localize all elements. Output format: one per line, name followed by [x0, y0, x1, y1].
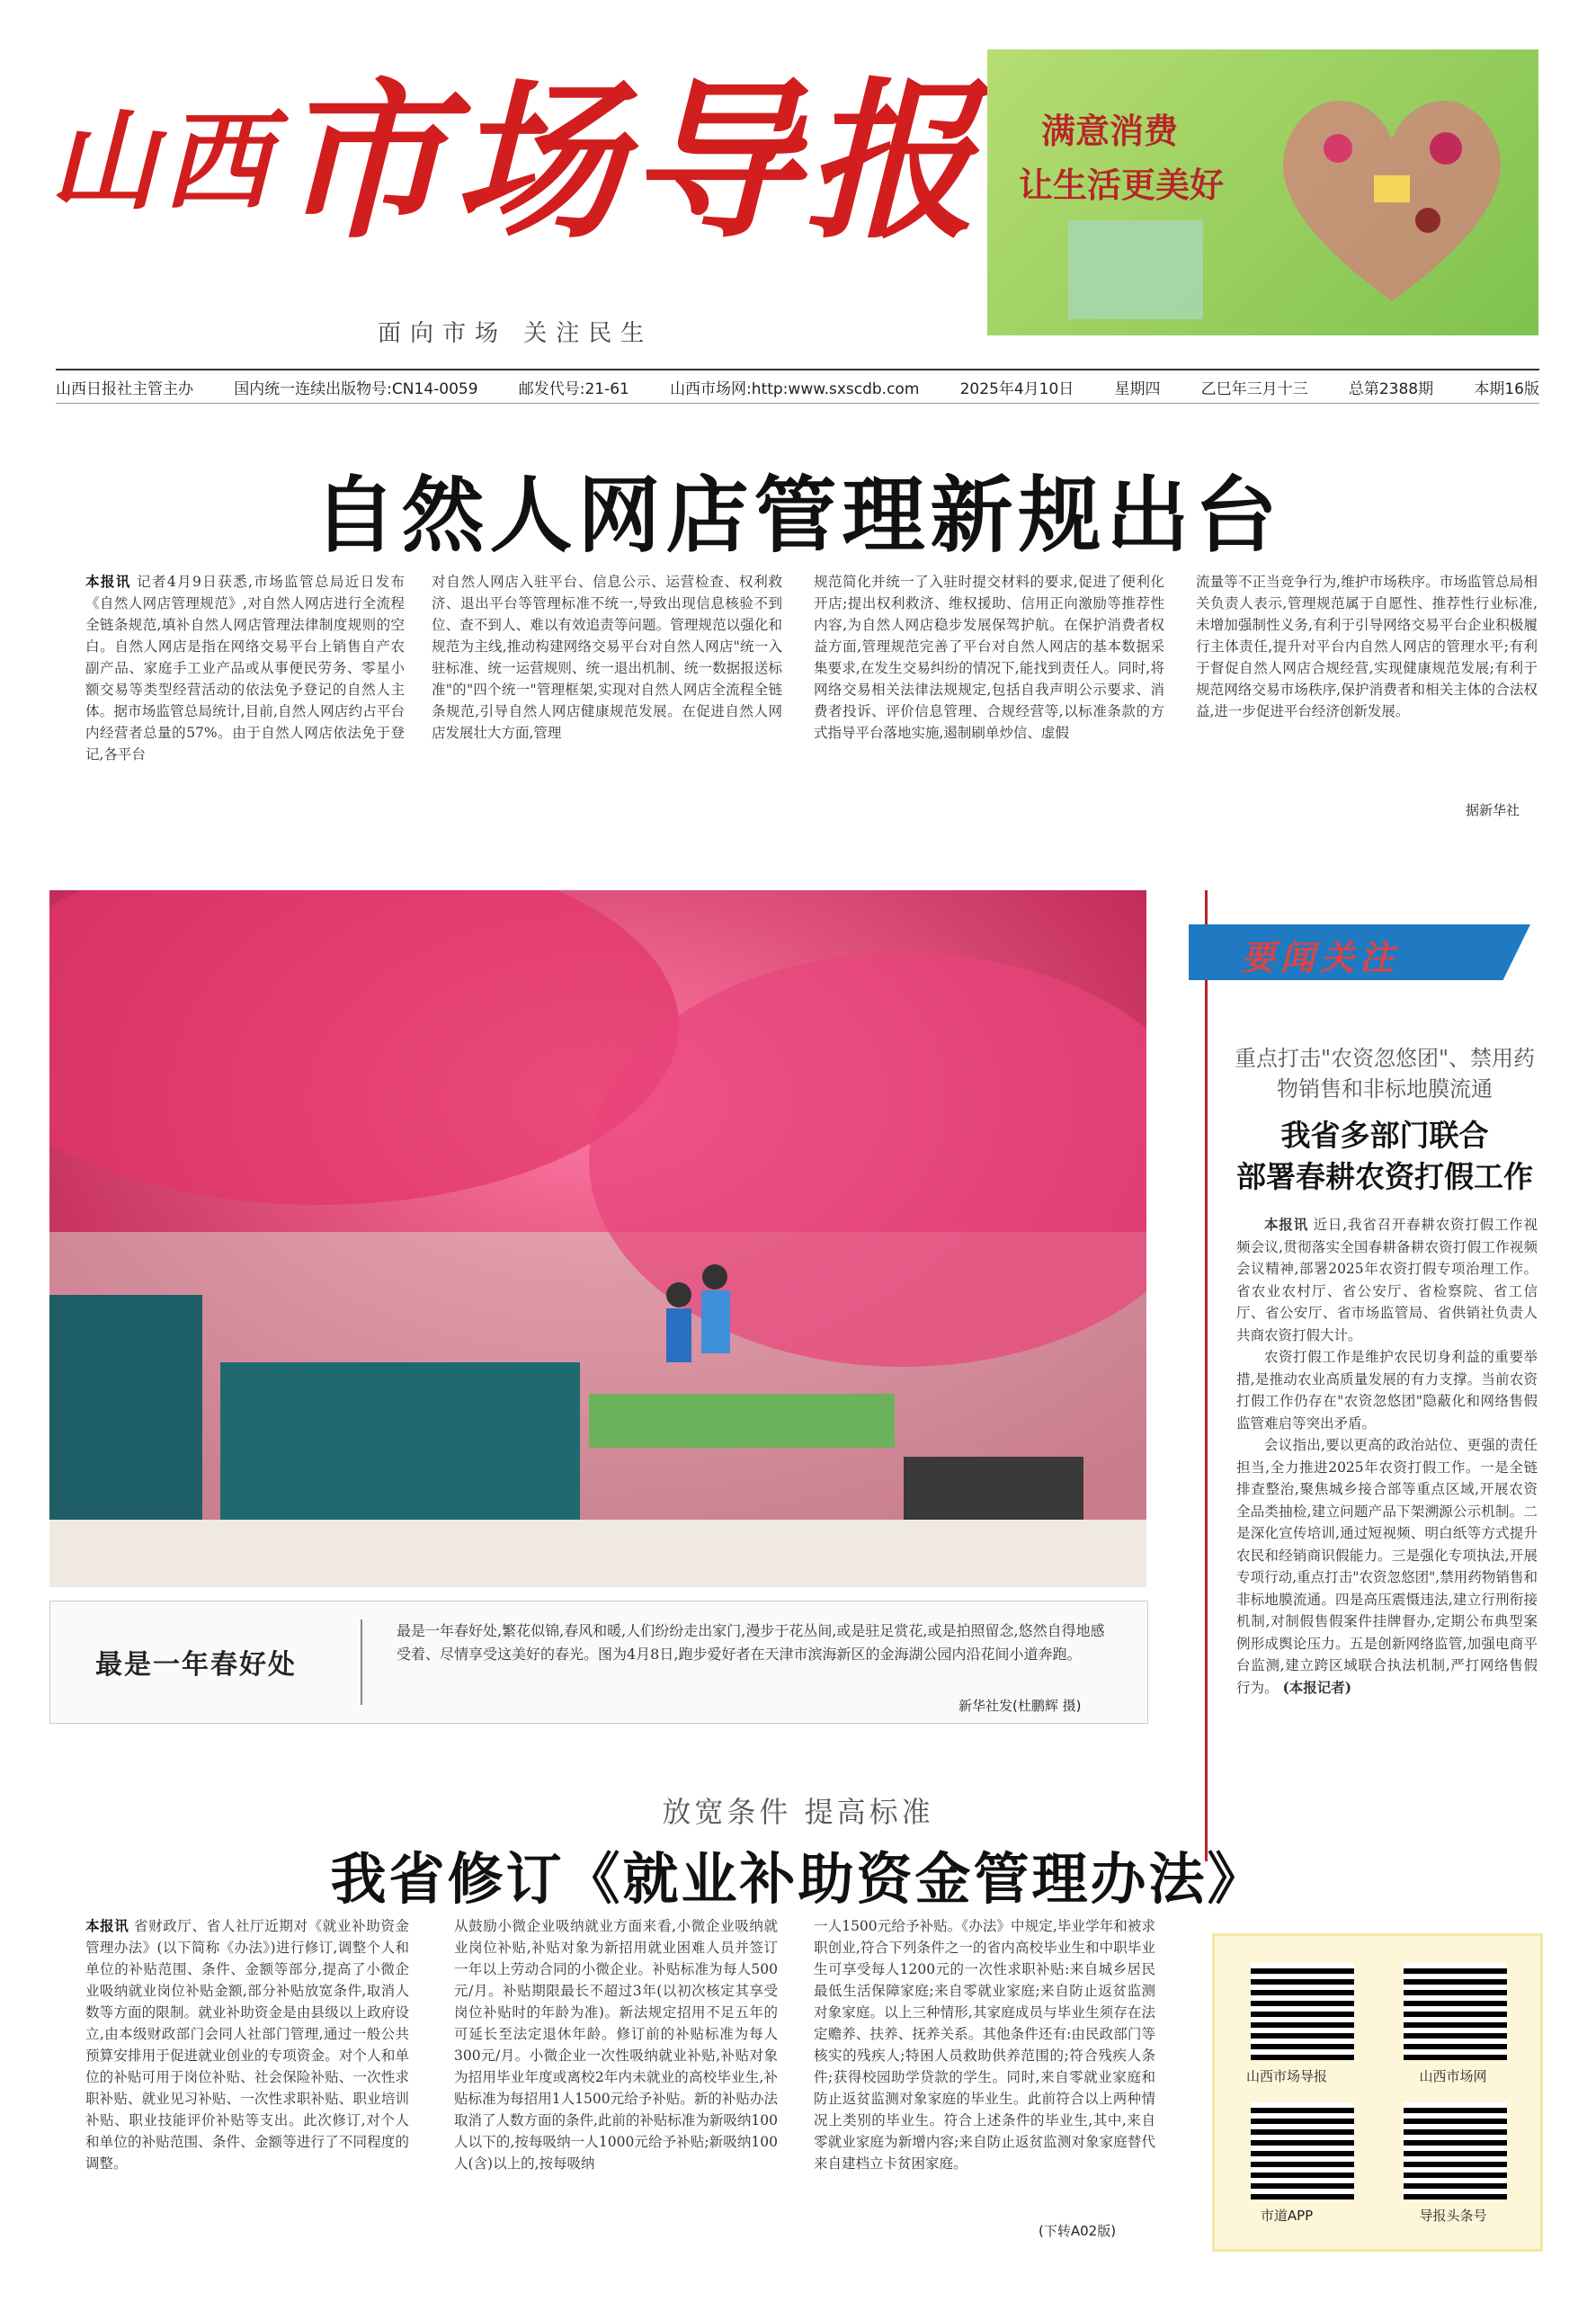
sidebar-para-2: 农资打假工作是维护农民切身利益的重要举措,是推动农业高质量发展的有力支撑。当前农资打假工作仍存在"农资忽悠团"隐蔽化和网络售假监管难启等突出矛盾。 — [1236, 1349, 1538, 1432]
ad-line-2: 让生活更美好 — [1019, 165, 1225, 205]
photo-caption-box — [49, 1601, 1148, 1724]
feature-photo[interactable] — [49, 890, 1146, 1587]
second-kicker: 放宽条件 提高标准 — [662, 1795, 934, 1829]
sidebar-headline-line-2: 部署春耕农资打假工作 — [1236, 1159, 1533, 1194]
qr-code-icon[interactable] — [1251, 2102, 1354, 2199]
sidebar-headline[interactable] — [1232, 1115, 1538, 1198]
masthead-main: 市场导报 — [276, 61, 982, 262]
weekday: 星期四 — [1114, 379, 1161, 398]
photo-caption-text: 最是一年春好处,繁花似锦,春风和暖,人们纷纷走出家门,漫步于花丛间,或是驻足赏花,或是拍照留念,悠然自得地感受着、尽情享受这美好的春光。图为4月8日,跑步爱好者在天津市滨海新区的金海湖公园内沿花间小道奔跑。 — [397, 1622, 1105, 1663]
sidebar-subhead: 重点打击"农资忽悠团"、禁用药物销售和非标地膜流通 — [1234, 1046, 1536, 1102]
post-code: 邮发代号:21-61 — [518, 379, 629, 398]
cn-number: 国内统一连续出版物号:CN14-0059 — [234, 379, 478, 398]
qr-label-3: 市道APP — [1260, 2208, 1314, 2224]
sidebar-headline-line-1: 我省多部门联合 — [1280, 1118, 1489, 1153]
qr-label-4: 导报头条号 — [1419, 2208, 1487, 2224]
ad-line-1: 满意消费 — [1041, 111, 1179, 151]
masthead-title — [49, 63, 981, 261]
lead-headline[interactable]: 自然人网店管理新规出台 — [313, 467, 1283, 564]
sidebar-para-3: 会议指出,要以更高的政治站位、更强的责任担当,全力推进2025年农资打假工作。一是全链排查整治,聚焦城乡接合部等重点区域,开展农资全品类抽检,建立问题产品下架溯源公示机制。二是深化宣传培训,通过短视频、明白纸等方式提升农民和经销商识假能力。三是强化专项执法,开展专项行动,重点打击"农资忽悠团",禁用药物销售和非标地膜流通。四是高压震慑违法,建立行刑衔接机制,对制假售假案件挂牌督办,定期公布典型案例形成舆论压力。五是创新网络监管,加强电商平台监测,建立跨区域联合执法机制,严打网络售假行为。 — [1236, 1437, 1538, 1696]
masthead-prefix: 山西 — [49, 98, 276, 225]
ad-product-image — [1068, 220, 1203, 319]
issue-number: 总第2388期 — [1348, 379, 1434, 398]
masthead-slogan: 面向市场 关注民生 — [378, 320, 654, 347]
qr-code-icon[interactable] — [1404, 2102, 1507, 2199]
blossom-photo-image — [49, 890, 1146, 1587]
second-col-1-text: 省财政厅、省人社厅近期对《就业补助资金管理办法》(以下简称《办法》)进行修订,调整个人和单位的补贴范围、条件、金额等部分,提高了小微企业吸纳就业岗位补贴金额,部分补贴放宽条件,取消人数等方面的限制。就业补助资金是由县级以上政府设立,由本级财政部门会同人社部门管理,通过一般公共预算安排用于促进就业创业的专项资金。对个人和单位的补贴可用于岗位补贴、社会保险补贴、一次性求职补贴、就业见习补贴、一次性求职补贴、职业培训补贴、职业技能评价补贴等支出。此次修订,对个人和单位的补贴范围、条件、金额等进行了不同程度的调整。 — [85, 1918, 409, 2172]
info-bar — [56, 369, 1539, 404]
qr-label-1: 山西市场导报 — [1245, 2068, 1327, 2084]
second-col-1 — [85, 1915, 409, 2174]
lead-col-1 — [85, 571, 405, 765]
photo-credit: 新华社发(杜鹏辉 摄) — [958, 1698, 1082, 1714]
lead-byline: 本报讯 — [85, 573, 131, 590]
lead-col-1-text: 记者4月9日获悉,市场监管总局近日发布《自然人网店管理规范》,对自然人网店进行全流程全链条规范,填补自然人网店管理法律制度规则的空白。自然人网店是指在网络交易平台上销售自产农副产品、家庭手工业产品或从事便民劳务、零星小额交易等类型经营活动的依法免予登记的自然人主体。据市场监管总局统计,目前,自然人网店约占平台内经营者总量的57%。由于自然人网店依法免于登记,各平台 — [85, 574, 405, 763]
date: 2025年4月10日 — [959, 379, 1074, 398]
second-col-3: 一人1500元给予补贴。《办法》中规定,毕业学年和被求职创业,符合下列条件之一的省内高校毕业生和中职毕业生可享受每人1200元的一次性求职补贴:来自城乡居民最低生活保障家庭;来自零就业家庭;来自防止返贫监测对象家庭。以上三种情形,其家庭成员与毕业生须存在法定赡养、扶养、抚养关系。其他条件还有:由民政部门等核实的残疾人;特困人员救助供养范围的;符合残疾人条件;获得校园助学贷款的学生。同时,来自零就业家庭和防止返贫监测对象家庭的毕业生。此前符合以上两种情况上类别的毕业生。符合上述条件的毕业生,其中,来自零就业家庭为新增内容;来自防止返贫监测对象家庭替代来自建档立卡贫困家庭。 — [814, 1918, 1155, 2172]
sidebar-para-1: 近日,我省召开春耕农资打假工作视频会议,贯彻落实全国春耕备耕农资打假工作视频会议精神,部署2025年农资打假专项治理工作。省农业农村厅、省公安厅、省检察院、省工信厅、省公安厅、省市场监管局、省供销社负责人共商农资打假大计。 — [1236, 1217, 1538, 1343]
sidebar-byline: 本报讯 — [1264, 1216, 1308, 1233]
publisher: 山西日报社主管主办 — [56, 379, 193, 398]
photo-caption-title: 最是一年春好处 — [95, 1649, 297, 1681]
sidebar-credit: (本报记者) — [1282, 1678, 1352, 1696]
lead-col-2: 对自然人网店入驻平台、信息公示、运营检查、权利救济、退出平台等管理标准不统一,导致出现信息核验不到位、查不到人、难以有效追责等问题。管理规范以强化和规范为主线,推动构建网络交易平台对自然人网店"统一入驻标准、统一运营规则、统一退出机制、统一数据报送标准"的"四个统一"管理框架,实现对自然人网店全流程全链条规范,引导自然人网店健康规范发展。在促进自然人网店发展壮大方面,管理 — [432, 574, 782, 741]
ad-banner[interactable] — [987, 49, 1538, 335]
lead-col-4: 流量等不正当竞争行为,维护市场秩序。市场监管总局相关负责人表示,管理规范属于自愿性、推荐性行业标准,未增加强制性义务,有利于引导网络交易平台企业积极履行主体责任,提升对平台内自然人网店的管理水平;有利于督促自然人网店合规经营,实现健康规范发展;有利于规范网络交易市场秩序,保护消费者和相关主体的合法权益,进一步促进平台经济创新发展。 — [1196, 574, 1538, 719]
second-col-2: 从鼓励小微企业吸纳就业方面来看,小微企业吸纳就业岗位补贴,补贴对象为新招用就业困难人员并签订一年以上劳动合同的小微企业。补贴标准为每人500元/月。补贴期限最长不超过3年(以初次核定其享受岗位补贴时的年龄为准)。新法规定招用不足五年的可延长至法定退休年龄。修订前的补贴标准为每人300元/月。小微企业一次性吸纳就业补贴,补贴对象为招用毕业年度或离校2年内未就业的高校毕业生,补贴标准为每招用1人1500元给予补贴。新的补贴办法取消了人数方面的条件,此前的补贴标准为新吸纳100人以下的,按每吸纳一人1000元给予补贴;新吸纳100人(含)以上的,按每吸纳 — [454, 1918, 779, 2172]
continued-note: (下转A02版) — [1039, 2223, 1117, 2239]
lead-col-3: 规范简化并统一了入驻时提交材料的要求,促进了便利化开店;提出权利救济、维权援助、信用正向激励等推荐性内容,为自然人网店稳步发展保驾护航。在保护消费者权益方面,管理规范完善了平台对自然人网店的基本数据采集要求,在发生交易纠纷的情况下,能找到责任人。同时,将网络交易相关法律法规规定,包括自我声明公示要求、消费者投诉、评价信息管理、合规经营等,以标准条款的方式指导平台落地实施,遏制刷单炒信、虚假 — [814, 574, 1164, 741]
page-count: 本期16版 — [1474, 379, 1539, 398]
second-headline[interactable]: 我省修订《就业补助资金管理办法》 — [330, 1846, 1266, 1912]
qr-code-box — [1212, 1933, 1543, 2252]
second-byline: 本报讯 — [85, 1917, 129, 1934]
lunar-date: 乙巳年三月十三 — [1200, 379, 1308, 398]
qr-code-icon[interactable] — [1251, 1963, 1354, 2060]
qr-label-2: 山西市场网 — [1419, 2068, 1487, 2084]
qr-code-icon[interactable] — [1404, 1963, 1507, 2060]
caption-divider — [361, 1619, 362, 1705]
lead-credit: 据新华社 — [1466, 802, 1520, 818]
sidebar-banner-title: 要闻关注 — [1241, 937, 1400, 977]
site-link[interactable]: 山西市场网:http:www.sxscdb.com — [670, 379, 920, 398]
sidebar-body — [1236, 1214, 1538, 1699]
heart-collage-icon — [1257, 67, 1527, 319]
